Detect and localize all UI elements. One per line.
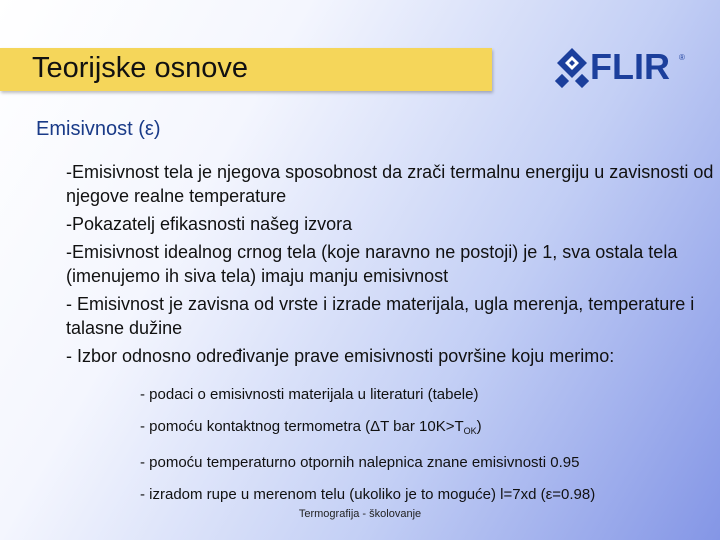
contact-suffix: ) [476,418,482,435]
contact-subscript: OK [463,426,477,436]
sub-item-literature: - podaci o emisivnosti materijala u literaturi (tabele) [140,386,479,403]
registered-mark: ® [679,53,685,62]
title-band [0,48,492,91]
flir-logo-text: FLIR [590,46,670,87]
slide-title: Teorijske osnove [32,52,248,84]
sub-item-labels: - pomoću temperaturno otpornih nalepnica znane emisivnosti 0.95 [140,454,580,471]
subheading: Emisivnost (ε) [36,118,161,140]
bullet-item: -Emisivnost idealnog crnog tela (koje naravno ne postoji) je 1, sva ostala tela (imenujemo ih siva tela) imaju manju emisivnost [66,242,678,286]
bullet-item: -Pokazatelj efikasnosti našeg izvora [66,214,353,234]
bullet-item: -Emisivnost tela je njegova sposobnost da zrači termalnu energiju u zavisnosti od njegove realne temperature [66,162,714,206]
bullet-item: - Emisivnost je zavisna od vrste i izrade materijala, ugla merenja, temperature i talasne dužine [66,294,695,338]
bullet-item: - Izbor odnosno određivanje prave emisivnosti površine koju merimo: [66,346,615,366]
flir-diamond-logo-icon [555,46,589,88]
sub-list [140,386,710,518]
bullet-list [66,160,716,372]
flir-logo [555,46,685,88]
sub-item-hole: - izradom rupe u merenom telu (ukoliko je to moguće) l=7xd (ε=0.98) [140,486,596,503]
footer-text: Termografija - školovanje [298,508,422,520]
footer [0,508,720,520]
sub-item-contact-thermometer [140,418,710,440]
contact-text: - pomoću kontaktnog termometra (ΔT bar 10K>T [140,418,464,435]
